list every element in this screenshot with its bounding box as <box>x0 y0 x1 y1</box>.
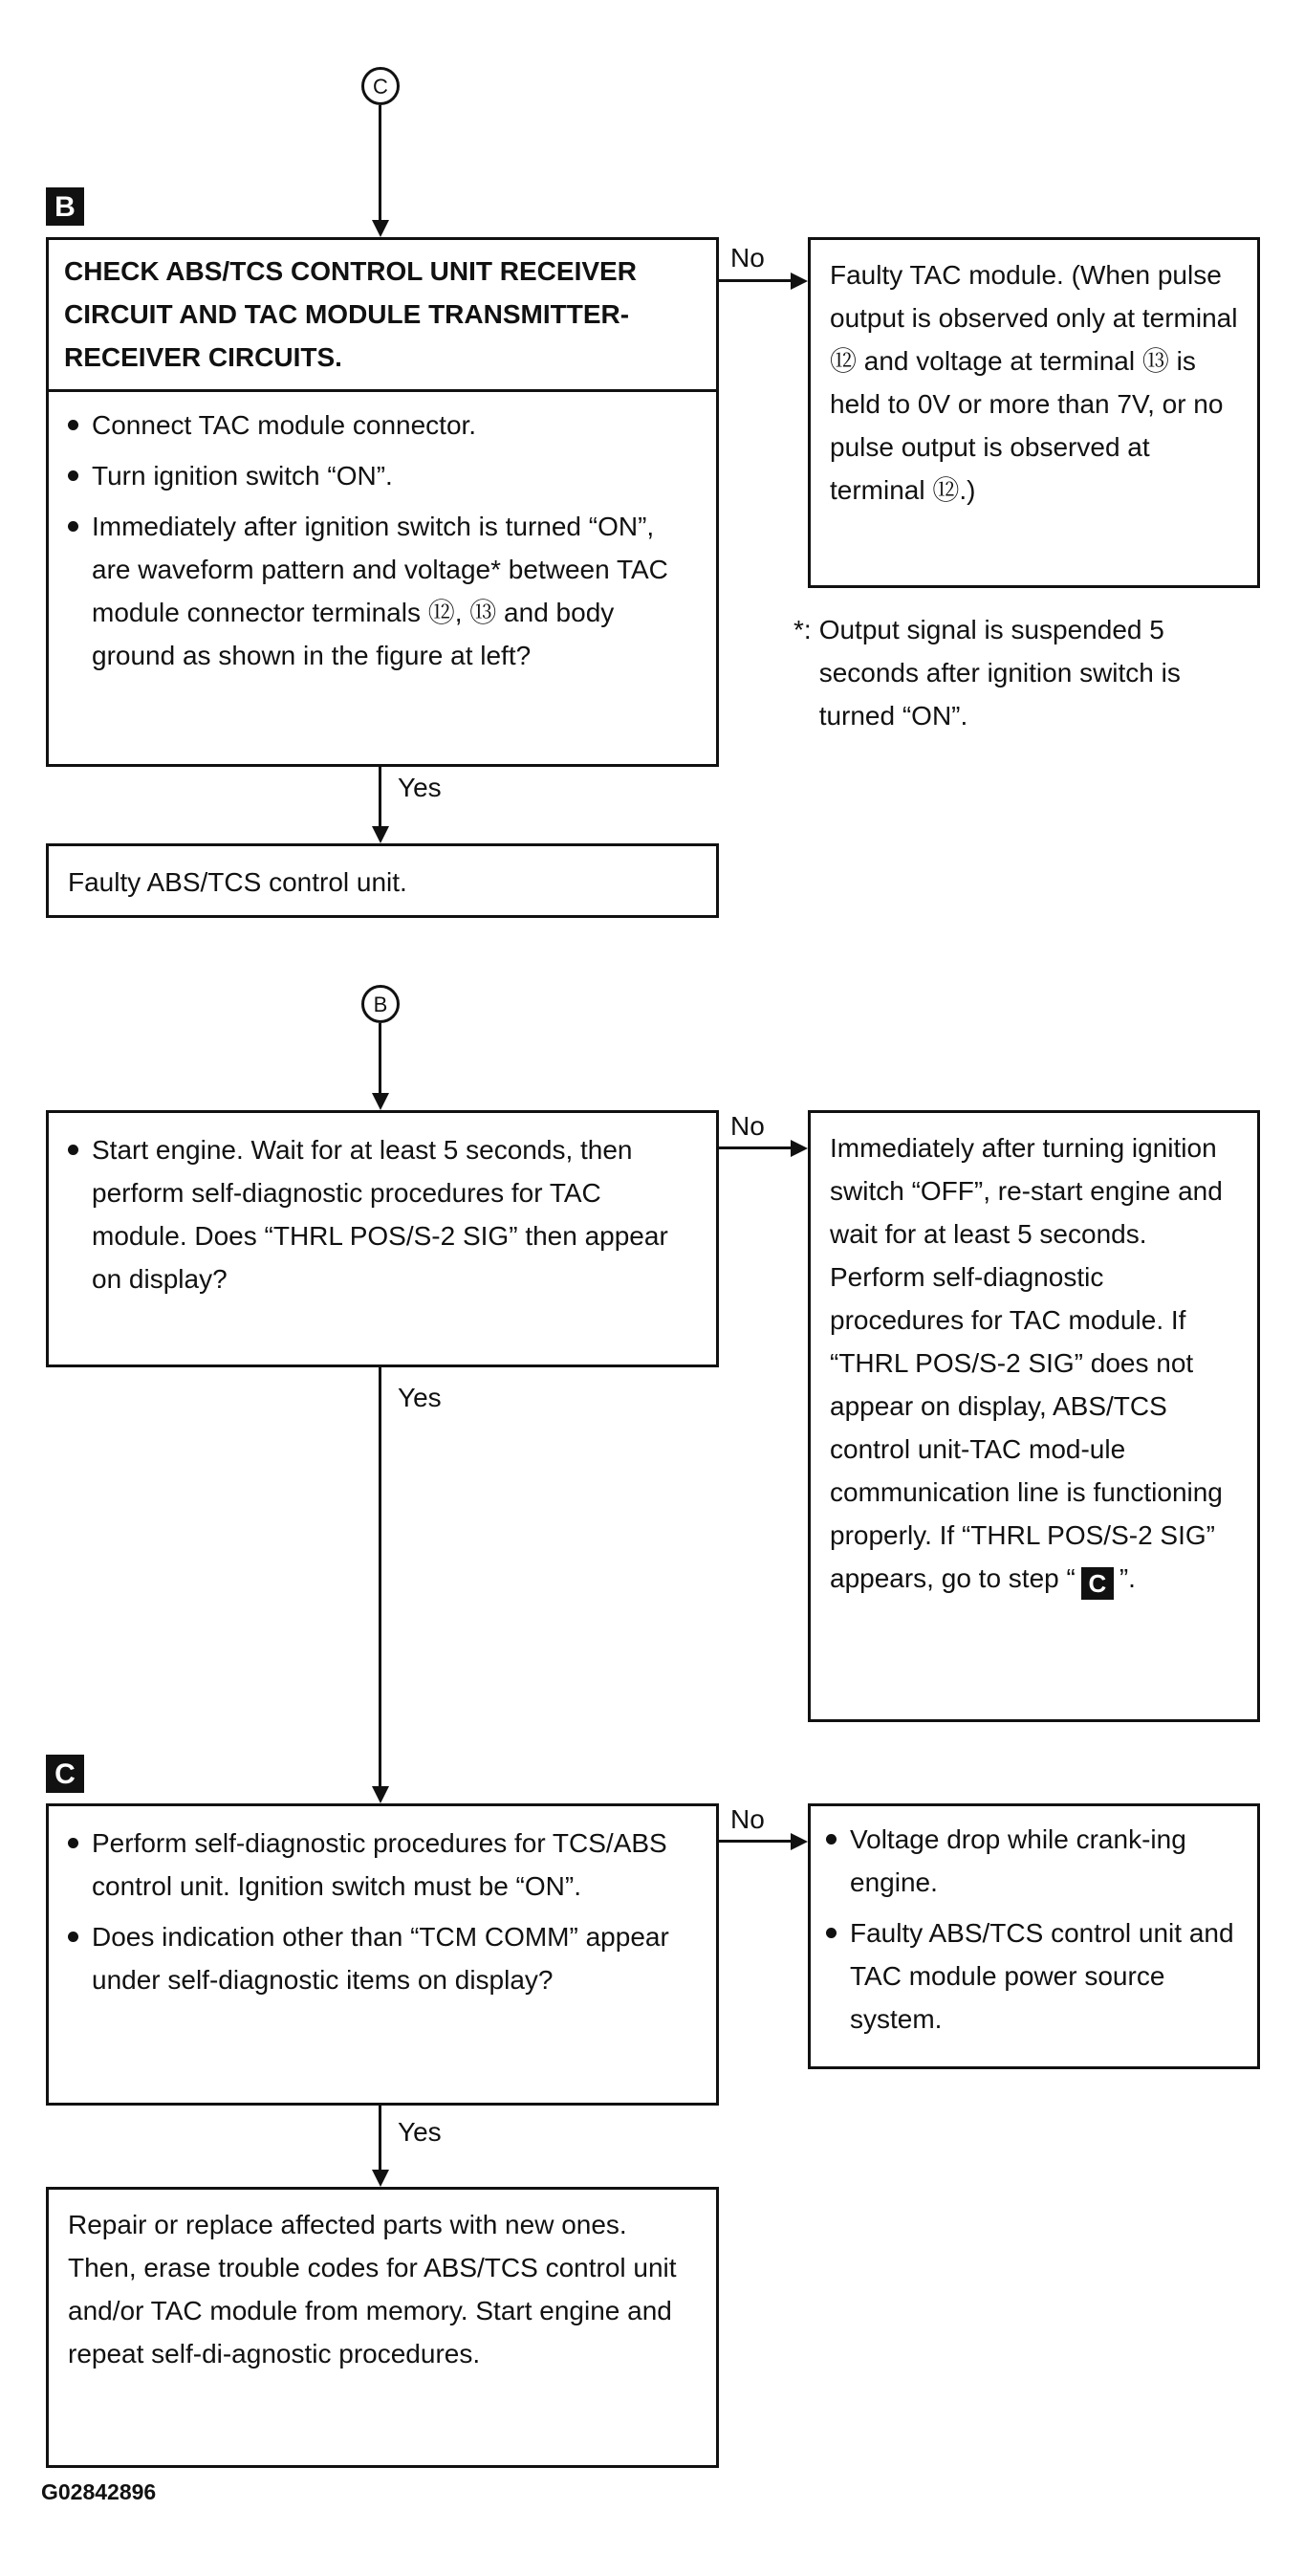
result-text-after: ”. <box>1119 1563 1136 1593</box>
connector-b-letter: B <box>373 992 388 1016</box>
list-item-text: Perform self-diagnostic procedures for TCS/ABS control unit. Ignition switch must be “ON”. <box>92 1828 667 1901</box>
arrow-line-no-2 <box>719 1146 793 1149</box>
section-label-b-letter: B <box>54 190 76 223</box>
bullet-icon <box>68 1145 78 1155</box>
arrow-line-no-1 <box>719 279 793 282</box>
no-label: No <box>730 1111 765 1141</box>
list-item <box>68 1915 697 2001</box>
footnote <box>793 608 1260 737</box>
arrow-line-yes-3 <box>379 2106 381 2170</box>
no-label: No <box>730 243 765 273</box>
footnote-marker: *: <box>793 615 812 644</box>
step-c-inline-label: C <box>1081 1567 1114 1600</box>
bullet-icon <box>68 521 78 532</box>
bullet-icon <box>68 1932 78 1942</box>
result-text-before: Immediately after turning ignition switch “OFF”, re-start engine and wait for at least 5 seconds. Perform self-diagnostic procedures for TAC module. If “THRL POS/S-2 SIG” does not appear on display, ABS/TCS control unit-TAC mod-ule communication line is functioning properly. If “THRL POS/S-2 SIG” appears, go to step “ <box>830 1133 1223 1593</box>
list-item-text: Voltage drop while crank-ing engine. <box>850 1824 1186 1897</box>
result-box-voltage-drop <box>808 1803 1260 2069</box>
check-box-b <box>46 237 719 767</box>
section-label-c-letter: C <box>54 1757 76 1790</box>
arrow-line-b-to-engine <box>379 1023 381 1093</box>
bullet-icon <box>826 1928 837 1938</box>
section-label-b <box>46 187 84 226</box>
bullet-icon <box>68 1838 78 1848</box>
arrow-line-c-to-boxb <box>379 105 381 220</box>
result-box-faulty-tac <box>808 237 1260 588</box>
list-item <box>826 1911 1242 2041</box>
list-item <box>68 404 697 447</box>
arrowhead-right-icon <box>791 273 808 290</box>
bullet-icon <box>68 420 78 430</box>
result-text <box>811 1113 1257 1613</box>
check-box-c-items <box>49 1806 716 2013</box>
arrowhead-down-icon <box>372 220 389 237</box>
list-item <box>826 1818 1242 1904</box>
list-item <box>68 1822 697 1908</box>
result-box-voltage-items <box>811 1806 1257 2052</box>
connector-b-circle <box>361 985 400 1023</box>
arrowhead-down-icon <box>372 1786 389 1803</box>
arrow-line-yes-1 <box>379 767 381 826</box>
list-item-text: Turn ignition switch “ON”. <box>92 461 393 491</box>
arrowhead-down-icon <box>372 2170 389 2187</box>
result-box-faulty-abs <box>46 843 719 918</box>
figure-code: G02842896 <box>41 2479 157 2504</box>
check-box-b-items <box>49 392 716 688</box>
list-item <box>68 505 697 677</box>
section-label-c <box>46 1755 84 1793</box>
check-box-b-title: CHECK ABS/TCS CONTROL UNIT RECEIVER CIRCUIT AND TAC MODULE TRANSMITTER-RECEIVER CIRCUITS. <box>64 256 637 372</box>
yes-label: Yes <box>398 1383 442 1412</box>
yes-label: Yes <box>398 773 442 802</box>
list-item-text: Does indication other than “TCM COMM” appear under self-diagnostic items on display? <box>92 1922 669 1995</box>
check-box-engine <box>46 1110 719 1367</box>
arrowhead-down-icon <box>372 826 389 843</box>
result-text: Faulty ABS/TCS control unit. <box>68 867 407 897</box>
arrowhead-right-icon <box>791 1140 808 1157</box>
list-item <box>68 454 697 497</box>
result-box-restart-procedure <box>808 1110 1260 1722</box>
bullet-icon <box>68 470 78 481</box>
list-item-text: Connect TAC module connector. <box>92 410 477 440</box>
arrow-line-no-3 <box>719 1840 793 1843</box>
footnote-text: Output signal is suspended 5 seconds after ignition switch is turned “ON”. <box>818 615 1181 731</box>
arrowhead-right-icon <box>791 1833 808 1850</box>
check-box-engine-items <box>49 1113 716 1312</box>
list-item-text: Immediately after ignition switch is turned “ON”, are waveform pattern and voltage* between TAC module connector terminals ⑫, ⑬ and body ground as shown in the figure at left? <box>92 512 668 670</box>
connector-c-circle <box>361 67 400 105</box>
no-label: No <box>730 1804 765 1834</box>
arrowhead-down-icon <box>372 1093 389 1110</box>
list-item-text: Faulty ABS/TCS control unit and TAC module power source system. <box>850 1918 1234 2034</box>
check-box-c <box>46 1803 719 2106</box>
arrow-line-yes-2 <box>379 1367 381 1786</box>
result-box-repair <box>46 2187 719 2468</box>
check-box-b-header <box>49 240 716 392</box>
yes-label: Yes <box>398 2117 442 2147</box>
list-item <box>68 1128 697 1300</box>
result-text: Repair or replace affected parts with new ones. Then, erase trouble codes for ABS/TCS control unit and/or TAC module from memory. Start engine and repeat self-di-agnostic procedures. <box>68 2210 677 2369</box>
list-item-text: Start engine. Wait for at least 5 seconds, then perform self-diagnostic procedures for TAC module. Does “THRL POS/S-2 SIG” then appear on display? <box>92 1135 668 1294</box>
result-text: Faulty TAC module. (When pulse output is observed only at terminal ⑫ and voltage at terminal ⑬ is held to 0V or more than 7V, or no pulse output is observed at terminal ⑫.) <box>830 260 1238 505</box>
bullet-icon <box>826 1834 837 1845</box>
connector-c-letter: C <box>373 74 388 98</box>
